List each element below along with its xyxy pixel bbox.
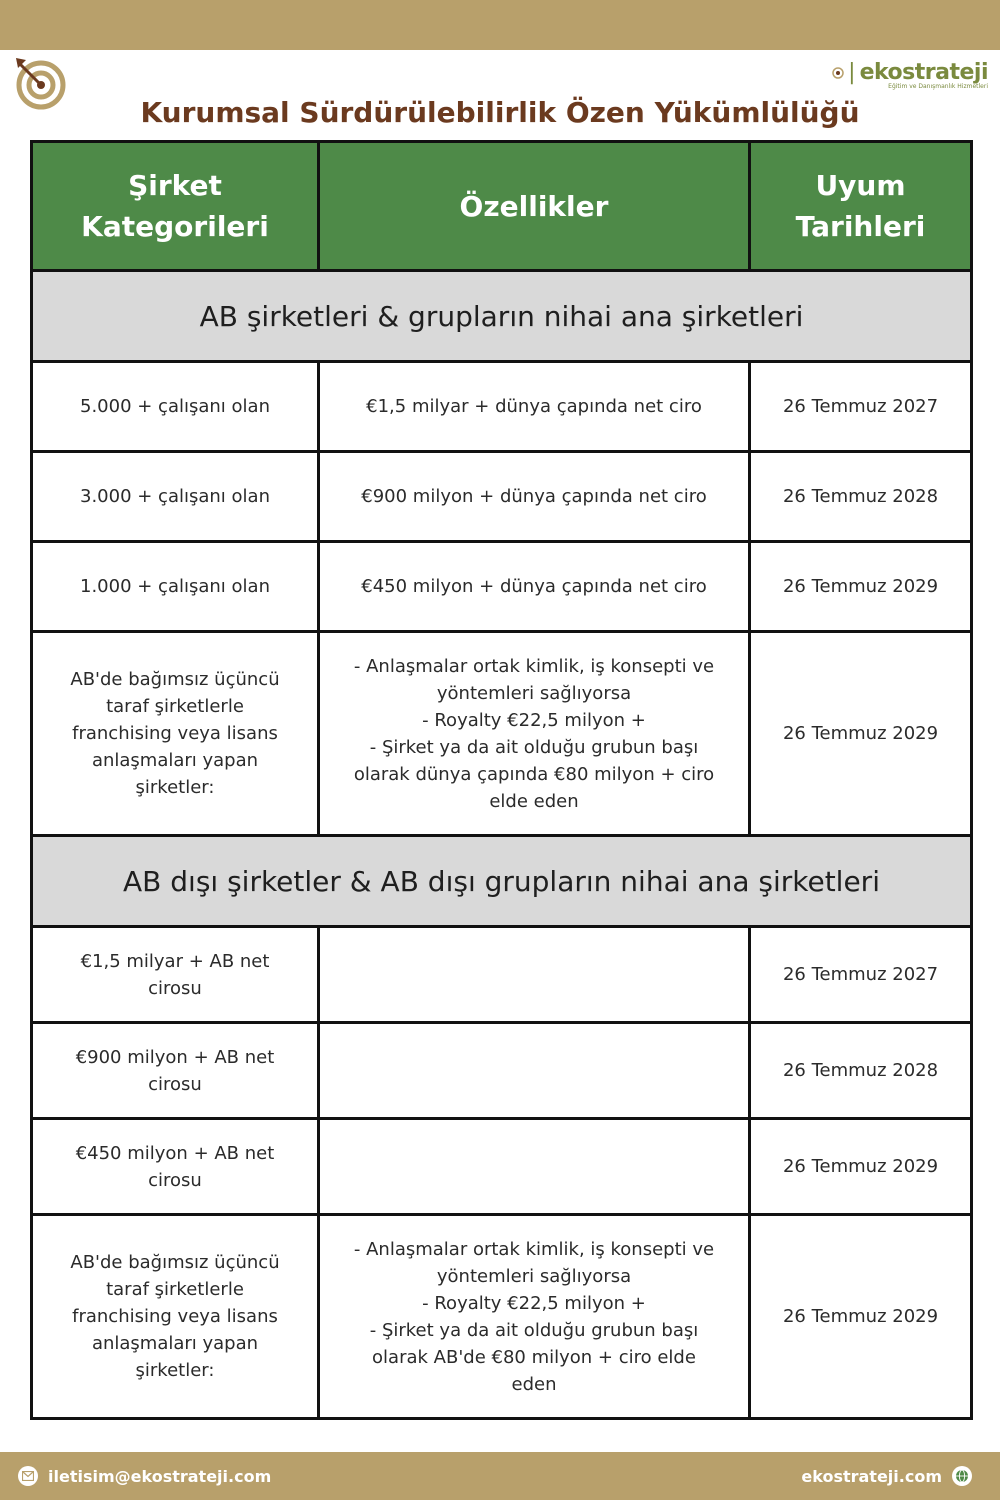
features-cell: €450 milyon + dünya çapında net ciro: [319, 542, 750, 632]
date-cell: 26 Temmuz 2029: [750, 1119, 972, 1215]
header-features: Özellikler: [319, 142, 750, 271]
top-band: [0, 0, 1000, 50]
footer-bar: [0, 1452, 1000, 1500]
section-title: AB dışı şirketler & AB dışı grupların nihai ana şirketleri: [32, 836, 972, 927]
table-row: [32, 1023, 972, 1119]
header-compliance-dates: Uyum Tarihleri: [750, 142, 972, 271]
table-row: [32, 632, 972, 836]
category-cell: €900 milyon + AB net cirosu: [32, 1023, 319, 1119]
features-cell: €1,5 milyar + dünya çapında net ciro: [319, 362, 750, 452]
footer-email-text: iletisim@ekostrateji.com: [48, 1466, 272, 1486]
table-row: [32, 1119, 972, 1215]
category-cell: 5.000 + çalışanı olan: [32, 362, 319, 452]
brand-tagline: Eğitim ve Danışmanlık Hizmetleri: [888, 83, 988, 90]
date-cell: 26 Temmuz 2029: [750, 1215, 972, 1419]
mail-icon: [18, 1466, 38, 1486]
features-cell: [319, 927, 750, 1023]
brand-separator: |: [848, 60, 856, 85]
footer-email[interactable]: [18, 1466, 271, 1486]
features-cell: - Anlaşmalar ortak kimlik, iş konsepti ve yöntemleri sağlıyorsa - Royalty €22,5 milyon + - Şirket ya da ait olduğu grubun başı olarak AB'de €80 milyon + ciro elde eden: [319, 1215, 750, 1419]
date-cell: 26 Temmuz 2028: [750, 1023, 972, 1119]
date-cell: 26 Temmuz 2027: [750, 362, 972, 452]
table-row: [32, 927, 972, 1023]
brand-logo[interactable]: [832, 60, 988, 90]
section-row-non-eu: [32, 836, 972, 927]
globe-icon: [952, 1466, 972, 1486]
date-cell: 26 Temmuz 2028: [750, 452, 972, 542]
page-title: Kurumsal Sürdürülebilirlik Özen Yükümlülüğü: [140, 96, 860, 129]
table-row: [32, 452, 972, 542]
date-cell: 26 Temmuz 2027: [750, 927, 972, 1023]
features-cell: €900 milyon + dünya çapında net ciro: [319, 452, 750, 542]
brand-name: ekostrateji: [859, 60, 988, 85]
section-title: AB şirketleri & grupların nihai ana şirketleri: [32, 271, 972, 362]
category-cell: 3.000 + çalışanı olan: [32, 452, 319, 542]
features-cell: - Anlaşmalar ortak kimlik, iş konsepti ve yöntemleri sağlıyorsa - Royalty €22,5 milyon + - Şirket ya da ait olduğu grubun başı olarak dünya çapında €80 milyon + ciro elde eden: [319, 632, 750, 836]
features-cell: [319, 1119, 750, 1215]
date-cell: 26 Temmuz 2029: [750, 542, 972, 632]
date-cell: 26 Temmuz 2029: [750, 632, 972, 836]
features-cell: [319, 1023, 750, 1119]
table-row: [32, 362, 972, 452]
table-header-row: [32, 142, 972, 271]
category-cell: AB'de bağımsız üçüncü taraf şirketlerle franchising veya lisans anlaşmaları yapan şirketler:: [32, 632, 319, 836]
footer-website-text: ekostrateji.com: [801, 1466, 942, 1486]
compliance-table: [30, 140, 973, 1420]
brand-target-icon: [832, 67, 844, 79]
category-cell: €450 milyon + AB net cirosu: [32, 1119, 319, 1215]
table-row: [32, 542, 972, 632]
table-row: [32, 1215, 972, 1419]
category-cell: 1.000 + çalışanı olan: [32, 542, 319, 632]
category-cell: €1,5 milyar + AB net cirosu: [32, 927, 319, 1023]
header-company-categories: Şirket Kategorileri: [32, 142, 319, 271]
category-cell: AB'de bağımsız üçüncü taraf şirketlerle franchising veya lisans anlaşmaları yapan şirketler:: [32, 1215, 319, 1419]
footer-website[interactable]: [801, 1466, 972, 1486]
section-row-eu: [32, 271, 972, 362]
